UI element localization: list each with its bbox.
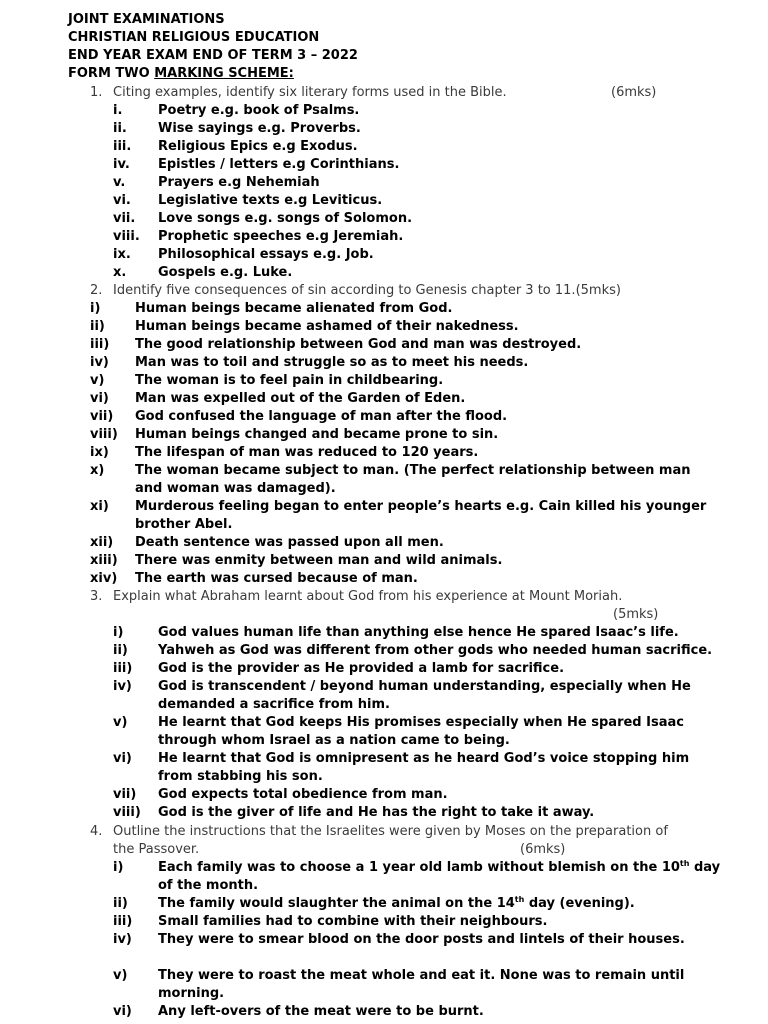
header-line-2: CHRISTIAN RELIGIOUS EDUCATION (68, 30, 320, 45)
q1-marks: (6mks) (611, 85, 657, 100)
q3-number: 3. (90, 589, 103, 604)
header-line-4 (68, 65, 294, 83)
q4-text: Outline the instructions that the Israelites were given by Moses on the preparation of (113, 824, 668, 839)
q3-text: Explain what Abraham learnt about God from his experience at Mount Moriah. (113, 589, 623, 604)
q2-text: Identify five consequences of sin according to Genesis chapter 3 to 11.(5mks) (113, 283, 621, 298)
header-marking-scheme: MARKING SCHEME: (154, 66, 294, 81)
header-form-label: FORM TWO (68, 66, 155, 81)
header-line-3: END YEAR EXAM END OF TERM 3 – 2022 (68, 48, 358, 63)
q1-number: 1. (90, 85, 103, 100)
document-page: JOINT EXAMINATIONS CHRISTIAN RELIGIOUS EDUCATION END YEAR EXAM END OF TERM 3 – 2022 FORM TWO MARKING SCHEME: 1. Citing examples, identify six literary forms used in the Bible. (6mks) i. Poetry e.g. book of Psalms. ii. Wise sayings e.g. Proverbs. iii. Religious Epics e.g Exodus. iv. Epistles / letters e.g Corinthians. v. Prayers e.g Nehemiah vi. Legislative texts e.g Leviticus. vii. Love songs e.g. songs of Solomon. viii. Prophetic speeches e.g Jeremiah. ix. Philosophical essays e.g. Job. x. Gospels e.g. Luke. 2. Identify five consequences of sin according to Genesis chapter 3 to 11.(5mks) i) Human beings became alienated from God. ii) Human beings became ashamed of their nakedness. iii) The good relationship between God and man was destroyed. iv) Man was to toil and struggle so as to meet his needs. v) The woman is to feel pain in childbearing. vi) Man was expelled out of the Garden of Eden. vii) God confused the language of man after the flood. viii) Human beings changed and became prone to sin. ix) The lifespan of man was reduced to 120 years. x) The woman became subject to man. (The perfect relationship between man and woman was damaged). xi) Murderous feeling began to enter people’s hearts e.g. Cain killed his younger brother Abel. xii) Death sentence was passed upon all men. xiii) There was enmity between man and wild animals. xiv) The earth was cursed because of man. 3. Explain what Abraham learnt about God from his experience at Mount Moriah. (5mks) i) God values human life than anything else hence He spared Isaac’s life. ii) Yahweh as God was different from other gods who needed human sacrifice. iii) God is the provider as He provided a lamb for sacrifice. iv) God is transcendent / beyond human understanding, especially when He demanded a sacrifice from him. v) He learnt that God keeps His promises especially when He spared Isaac through whom Israel as a nation came to being. vi) He learnt that God is omnipresent as he heard God’s voice stopping him from stabbing his son. vii) God expects total obedience from man. viii) God is the giver of life and He has the right to take it away. 4. Outline the instructions that the Israelites were given by Moses on the preparation of the Passover. (6mks) i) Each family was to choose a 1 year old lamb without blemish on the 10th day of the month. ii) The family would slaughter the animal on the 14th day (evening). iii) Small families had to combine with their neighbours. iv) They were to smear blood on the door posts and lintels of their houses. v) They were to roast the meat whole and eat it. None was to remain until morning. vi) Any left-overs of the meat were to be burnt. (68, 12, 721, 1019)
q2-number: 2. (90, 283, 103, 298)
q4-text-cont: the Passover. (113, 842, 200, 857)
q1-text: Citing examples, identify six literary forms used in the Bible. (113, 85, 507, 100)
q4-marks: (6mks) (520, 842, 566, 857)
q4-number: 4. (90, 824, 103, 839)
header-line-1: JOINT EXAMINATIONS (68, 12, 225, 27)
q3-marks: (5mks) (613, 607, 659, 622)
